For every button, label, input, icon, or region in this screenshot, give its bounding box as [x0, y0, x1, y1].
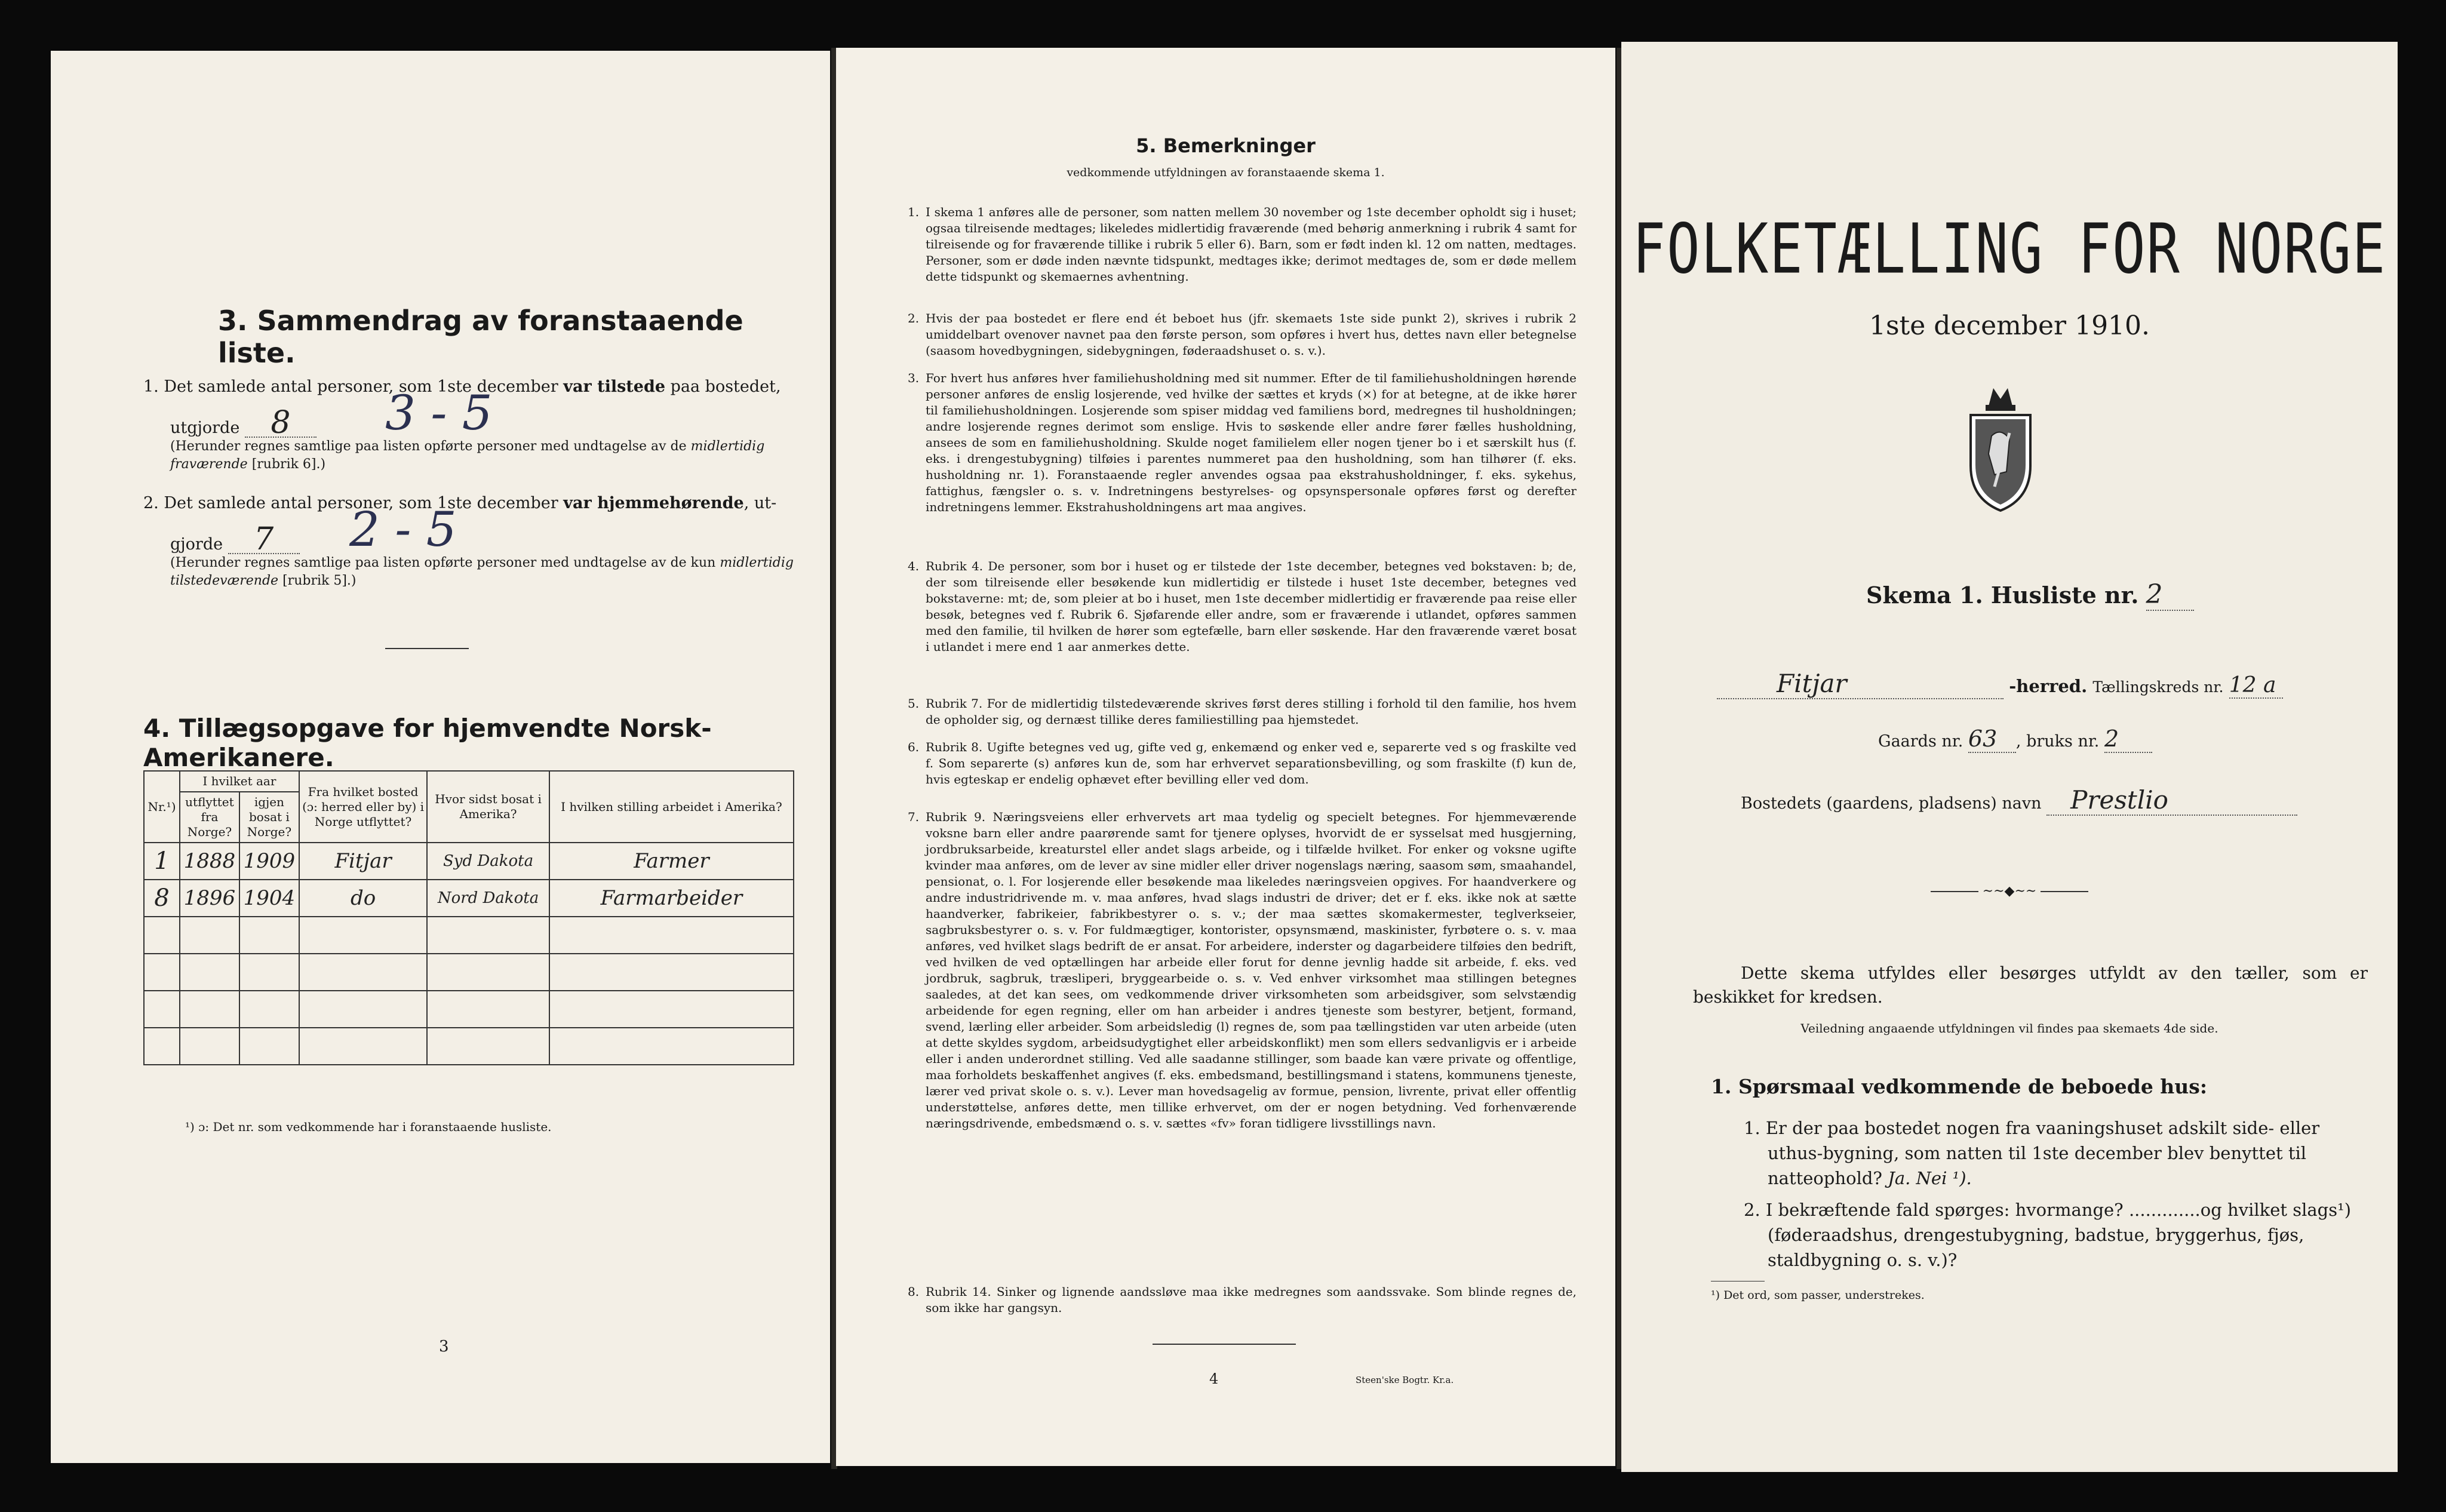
col-returned: igjen bosat i Norge?	[239, 792, 299, 843]
table-row: 8 1896 1904 do Nord Dakota Farmarbeider	[144, 880, 794, 917]
summary-item-1-note: (Herunder regnes samtlige paa listen opførte personer med undtagelse av de midlertidig fraværende [rubrik 6].)	[170, 439, 765, 472]
coat-of-arms-icon	[1959, 382, 2042, 514]
question-1-1: 1. Er der paa bostedet nogen fra vaaningshuset adskilt side- eller uthus-bygning, som natten til 1ste december blev benyttet til natteophold? Ja. Nei ¹).	[1744, 1118, 2320, 1188]
footnote: ¹) Det ord, som passer, understrekes.	[1711, 1289, 1925, 1302]
bosted-line: Bostedets (gaardens, pladsens) navn Prestlio	[1741, 785, 2398, 816]
bosted-field[interactable]: Prestlio	[2046, 785, 2297, 816]
kreds-field[interactable]: 12 a	[2229, 673, 2283, 699]
divider	[1153, 1344, 1296, 1345]
summary-item-1-value-line: utgjorde 8	[170, 409, 316, 442]
col-job: I hvilken stilling arbeidet i Amerika?	[549, 771, 794, 843]
question-1-heading: 1. Spørsmaal vedkommende de beboede hus:	[1711, 1075, 2208, 1098]
summary-item-2: 2. Det samlede antal personer, som 1ste december var hjemmehørende, ut-	[143, 494, 777, 512]
page-number: 4	[1209, 1370, 1219, 1387]
col-where: Hvor sidst bosat i Amerika?	[427, 771, 549, 843]
yes-no-answer[interactable]: Ja. Nei ¹).	[1888, 1168, 1972, 1188]
table-footnote: ¹) ɔ: Det nr. som vedkommende har i foranstaaende husliste.	[185, 1120, 552, 1134]
printer-mark: Steen'ske Bogtr. Kr.a.	[1356, 1375, 1454, 1385]
col-from: Fra hvilket bosted (ɔ: herred eller by) i Norge utflyttet?	[299, 771, 427, 843]
summary-item-2-value-line: gjorde 7	[170, 525, 300, 558]
page-3	[51, 51, 830, 1463]
remark-7: 7. Rubrik 9. Næringsveiens eller erhvervets art maa tydelig og specielt betegnes. For hjemmeværende voksne barn eller andre paarørende samt for tjenere oplyses, hvorvidt de er sysselsat med husgjerning, jordbruksarbeide, kreaturstel eller andet slags arbeide, og i tilfælde hvilket. For enker og voksne ugifte kvinder maa anføres, om de lever av sine midler eller driver nogenslags næring, saasom søm, smaahandel, pensionat, o. l. For losjerende eller besøkende maa likeledes næringsveien opgives. For haandverkere og andre industridrivende m. v. maa anføres, hvad slags industri de driver; det er f. eks. ikke nok at sætte haandverker, fabrikeier, fabrikbestyrer o. s. v.; der maa sættes skomakermester, teglverkseier, sagbruksbestyrer o. s. v. For fuldmægtiger, kontorister, opsynsmænd, maskinister, fyrbøtere o. s. v. maa anføres, ved hvilket slags bedrift de er ansat. For arbeidere, inderster og dagarbeidere tilføies den bedrift, ved hvilken de ved optællingen har arbeide eller forut for denne jevnlig hadde sit arbeide, f. eks. ved jordbruk, sagbruk, træsliperi, bryggearbeide o. s. v. Ved enhver virksomhet maa stillingen betegnes saaledes, at det kan sees, om vedkommende driver virksomheten som arbeidsgiver, som selvstændig arbeidende for egen regning, eller om han arbeider i andres tjeneste som bestyrer, betjent, formand, svend, lærling eller arbeider. Som arbeidsledig (l) regnes de, som paa tællingstiden var uten arbeide (uten at dette skyldes sygdom, arbeidsudygtighet eller arbeidskonflikt) men som ellers sedvanligvis er i arbeide eller i anden underordnet stilling. Ved alle saadanne stillinger, som baade kan være private og offentlige, maa forholdets beskaffenhet angives (f. eks. embedsmand, bestillingsmand i statens, kommunens tjeneste, lærer ved privat skole o. s. v.). Lever man hovedsagelig av formue, pension, livrente, privat eller offentlig understøttelse, anføres dette, men tillike erhvervet, om der er nogen betydning. Ved forhenværende næringsdrivende, embedsmænd o. s. v. sættes «fv» foran tidligere livsstillings navn.	[908, 810, 1577, 1130]
remark-3: 3. For hvert hus anføres hver familiehusholdning med sit nummer. Efter de til familiehusholdningen hørende personer anføres de enslig losjerende, ved hvilke der sættes et kryds (×) for at betegne, at de ikke hører til familiehusholdningen. Losjerende som spiser middag ved familiens bord, medregnes til husholdningen; andre losjerende regnes derimot som enslige. Hvis to søskende eller andre fører fælles husholdning, ansees de som en familiehusholdning. Skulde noget familielem eller nogen tjener bo i et særskilt hus (f. eks. i drengestubygning) tilføies i parentes nummeret paa den husholdning, som han tilhører (f. eks. husholdning nr. 1). Foranstaaende regler anvendes ogsaa paa ekstrahusholdninger, f. eks. sykehus, fattighus, fængsler o. s. v. Indretningens bestyrelses- og opsynspersonale opføres først og derefter indretningens lemmer. Ekstrahusholdningens art maa angives.	[908, 371, 1577, 514]
divider	[385, 648, 469, 649]
remark-8: 8. Rubrik 14. Sinker og lignende aandssløve maa ikke medregnes som aandssvake. Som blinde regnes de, som ikke har gangsyn.	[908, 1284, 1577, 1315]
table-row	[144, 954, 794, 991]
census-date: 1ste december 1910.	[1869, 311, 2150, 341]
skema-line: Skema 1. Husliste nr. 2	[1866, 579, 2194, 611]
col-emigrated: utflyttet fra Norge?	[180, 792, 239, 843]
present-count-field[interactable]: 8	[245, 409, 316, 438]
remark-2: 2. Hvis der paa bostedet er flere end ét beboet hus (jfr. skemaets 1ste side punkt 2), skrives i rubrik 2 umiddelbart ovenover navnet paa den første person, som opføres i hvert hus, dettes navn eller betegnelse (saasom hovedbygningen, sidebygningen, føderaadshuset o. s. v.).	[908, 311, 1577, 358]
table-row	[144, 1028, 794, 1065]
remark-5: 5. Rubrik 7. For de midlertidig tilstedeværende skrives først deres stilling i forhold til den familie, hos hvem de opholder sig, og dernæst tillike deres familiestilling paa hjemstedet.	[908, 696, 1577, 727]
form-title: FOLKETÆLLING FOR NORGE	[1632, 209, 2387, 289]
summary-item-2-note: (Herunder regnes samtlige paa listen opførte personer med undtagelse av de kun midlertidig tilstedeværende [rubrik 5].)	[170, 555, 794, 588]
gaards-nr-field[interactable]: 63	[1968, 726, 2016, 753]
herred-line: Fitjar -herred. Tællingskreds nr. 12 a	[1717, 669, 2392, 699]
returnees-table	[143, 770, 794, 1065]
herred-field[interactable]: Fitjar	[1717, 669, 2003, 699]
guide-text: Veiledning angaaende utfyldningen vil findes paa skemaets 4de side.	[1800, 1021, 2218, 1035]
remark-6: 6. Rubrik 8. Ugifte betegnes ved ug, gifte ved g, enkemænd og enker ved e, separerte ved s og fraskilte ved f. Som separerte (s) anføres kun de, som har erhvervet separationsbevilling, og som fraskilte (f) kun de, hvis egteskap er endelig ophævet efter bevilling eller ved dom.	[908, 740, 1577, 786]
section-4-heading: 4. Tillægsopgave for hjemvendte Norsk-Amerikanere.	[143, 714, 712, 772]
remark-4: 4. Rubrik 4. De personer, som bor i huset og er tilstede der 1ste december, betegnes ved bokstaven: b; de, der som tilreisende eller besøkende kun midlertidig er tilstede i huset 1ste december, betegnes ved bokstaverne: mt; de, som pleier at bo i huset, men 1ste december midlertidig er fraværende paa reise eller besøk, betegnes ved f. Rubrik 6. Sjøfarende eller andre, som er fraværende i utlandet, opføres sammen med den familie, til hvilken de hører som egtefælle, barn eller søskende. Har den fraværende været bosat i utlandet i mere end 1 aar anmerkes dette.	[908, 559, 1577, 654]
remarks-heading: 5. Bemerkninger	[1136, 134, 1316, 157]
page-1	[1621, 42, 2398, 1472]
table-header-row-1	[144, 771, 794, 792]
question-1-2: 2. I bekræftende fald spørges: hvormange? .............og hvilket slags¹) (føderaadshus, drengestubygning, badstue, bryggerhus, fjøs, staldbygning o. s. v.)?	[1744, 1200, 2352, 1270]
section-3-heading: 3. Sammendrag av foranstaaende liste.	[218, 305, 743, 369]
col-nr: Nr.¹)	[144, 771, 180, 843]
remarks-subheading: vedkommende utfyldningen av foranstaaende skema 1.	[1067, 166, 1385, 179]
husliste-nr-field[interactable]: 2	[2146, 579, 2194, 611]
intro-text: Dette skema utfyldes eller besørges utfyldt av den tæller, som er beskikket for kredsen.	[1693, 963, 2368, 1007]
summary-item-1: 1. Det samlede antal personer, som 1ste december var tilstede paa bostedet,	[143, 377, 781, 396]
page-4	[836, 48, 1615, 1466]
bruks-nr-field[interactable]: 2	[2104, 726, 2152, 753]
remark-1: 1. I skema 1 anføres alle de personer, som natten mellem 30 november og 1ste december opholdt sig i huset; ogsaa tilreisende medtages; likeledes midlertidig fraværende (med behørig anmerkning i rubrik 4 samt for tilreisende og for fraværende tillike i rubrik 5 eller 6). Barn, som er født inden kl. 12 om natten, medtages. Personer, som er døde inden nævnte tidspunkt, medtages ikke; derimot medtages de, som er døde mellem dette tidspunkt og skemaernes avhentning.	[908, 205, 1577, 284]
resident-count-field[interactable]: 7	[228, 525, 300, 554]
table-row	[144, 991, 794, 1028]
ornament: ~~◆~~	[1621, 884, 2398, 899]
present-tally: 3 - 5	[385, 385, 493, 441]
gaards-line: Gaards nr. 63 , bruks nr. 2	[1878, 726, 2152, 753]
table-row: 1 1888 1909 Fitjar Syd Dakota Farmer	[144, 843, 794, 880]
resident-tally: 2 - 5	[349, 502, 457, 557]
col-year-group: I hvilket aar	[180, 771, 299, 792]
page-number: 3	[439, 1338, 449, 1356]
table-row	[144, 917, 794, 954]
